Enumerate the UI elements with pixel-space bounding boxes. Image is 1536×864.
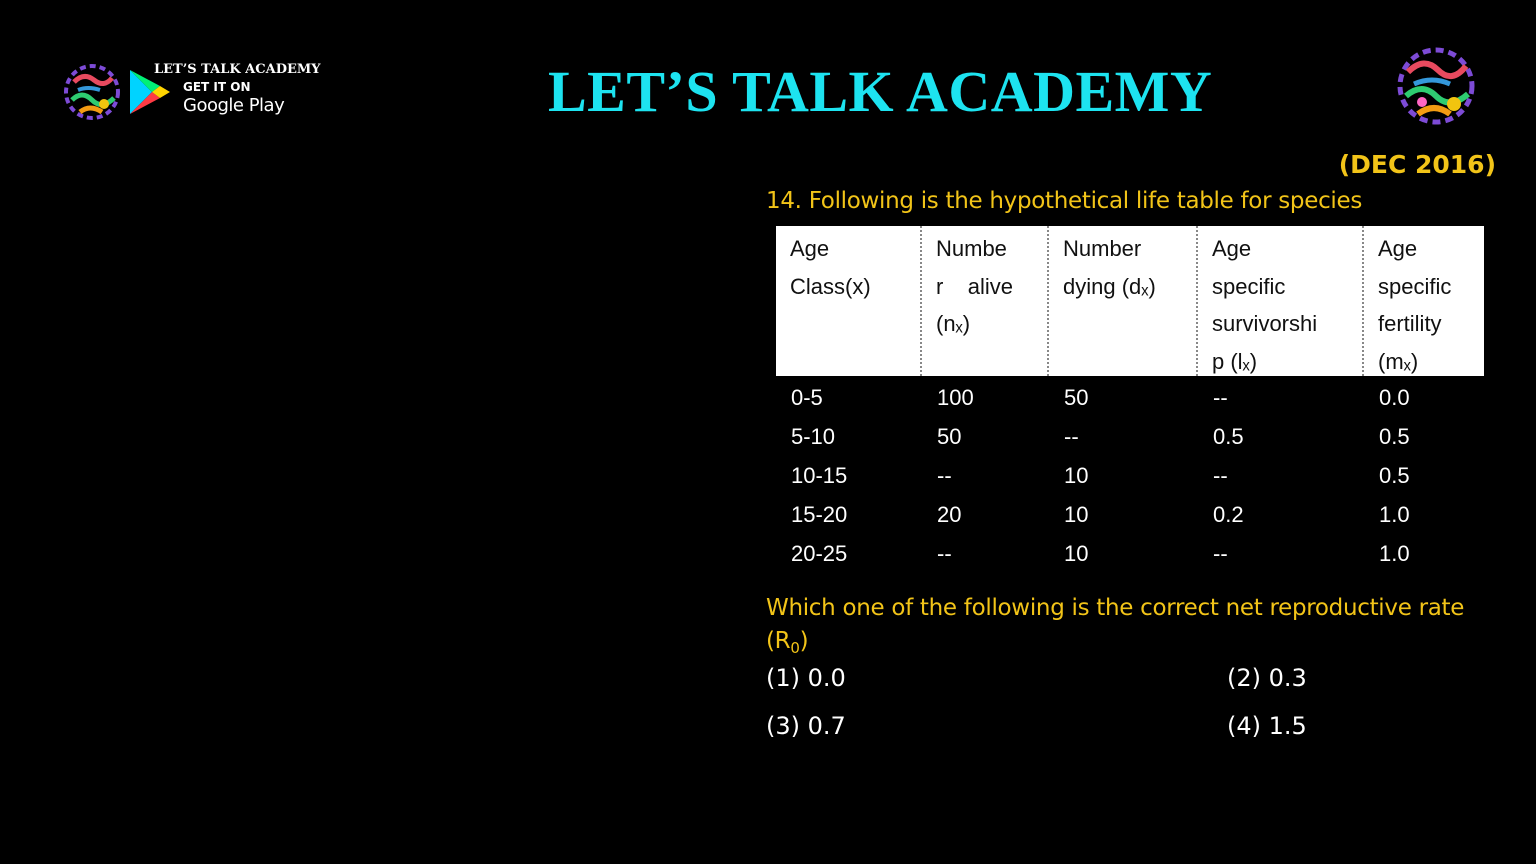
academy-logo-icon [60,60,124,124]
header-line: p (lₓ) [1212,348,1258,374]
header-number-dying [1049,226,1198,376]
question-text: 14. Following is the hypothetical life table for species [766,188,1363,214]
header-line: Age [1212,236,1252,261]
table-cell: -- [1213,541,1228,566]
header-line: Numbe [936,236,1007,261]
table-cell: 1.0 [1379,541,1410,566]
header-line: specific [1378,273,1452,299]
question-prompt [766,592,1506,665]
table-cell: -- [1213,463,1228,488]
table-cell: 0.5 [1379,424,1410,449]
header-number-alive [922,226,1049,376]
table-cell: 10 [1064,541,1089,566]
table-row [776,417,1484,456]
table-cell: 5-10 [791,424,836,449]
table-cell: 20-25 [791,541,848,566]
table-cell: 10-15 [791,463,848,488]
prompt-text: Which one of the following is the correct net reproductive rate [766,595,1465,621]
table-row [776,456,1484,495]
table-cell: 50 [1064,385,1089,410]
header-age-class [776,226,922,376]
header-survivorship [1198,226,1364,376]
life-table-header [776,226,1484,376]
header-line: specific [1212,273,1286,299]
badge-get-it-on: GET IT ON [183,80,251,94]
header-line: Age [790,236,830,261]
header-line: Age [1378,236,1418,261]
prompt-symbol: (R [766,628,791,654]
table-cell: 10 [1064,463,1089,488]
badge-academy-text: LET’S TALK ACADEMY [154,62,321,77]
table-row [776,495,1484,534]
header-line: r alive [936,273,1014,299]
table-cell: 0.0 [1379,385,1410,410]
header-line: (nₓ) [936,311,971,336]
google-play-badge[interactable] [128,62,328,122]
table-cell: 0.5 [1379,463,1410,488]
table-row [776,378,1484,417]
table-cell: 15-20 [791,502,848,527]
table-cell: -- [937,463,952,488]
table-cell: -- [937,541,952,566]
table-cell: 20 [937,502,962,527]
header-line: survivorshi [1212,311,1318,336]
table-cell: 1.0 [1379,502,1410,527]
option-1[interactable]: (1) 0.0 [766,664,846,692]
header-line: dying (dₓ) [1063,273,1156,299]
table-cell: -- [1213,385,1228,410]
table-cell: 10 [1064,502,1089,527]
header-line: (mₓ) [1378,348,1419,374]
table-cell: 0.5 [1213,424,1244,449]
prompt-subscript: 0 [790,639,800,657]
table-cell: 0.2 [1213,502,1244,527]
header-fertility [1364,226,1484,376]
life-table-body [776,378,1484,573]
academy-logo-large-icon [1392,42,1480,130]
exam-tag: (DEC 2016) [1338,150,1496,179]
badge-store-name: Google Play [183,95,285,116]
header-line: fertility [1378,311,1442,336]
header-line: Number [1063,236,1142,261]
table-cell: 0-5 [791,385,823,410]
table-row [776,534,1484,573]
header-line: Class(x) [790,273,871,299]
page-title: LET’S TALK ACADEMY [548,59,1213,124]
table-cell: 100 [937,385,974,410]
option-2[interactable]: (2) 0.3 [1227,664,1307,692]
prompt-close: ) [799,628,809,654]
option-3[interactable]: (3) 0.7 [766,712,846,740]
table-cell: 50 [937,424,962,449]
table-cell: -- [1064,424,1079,449]
option-4[interactable]: (4) 1.5 [1227,712,1307,740]
